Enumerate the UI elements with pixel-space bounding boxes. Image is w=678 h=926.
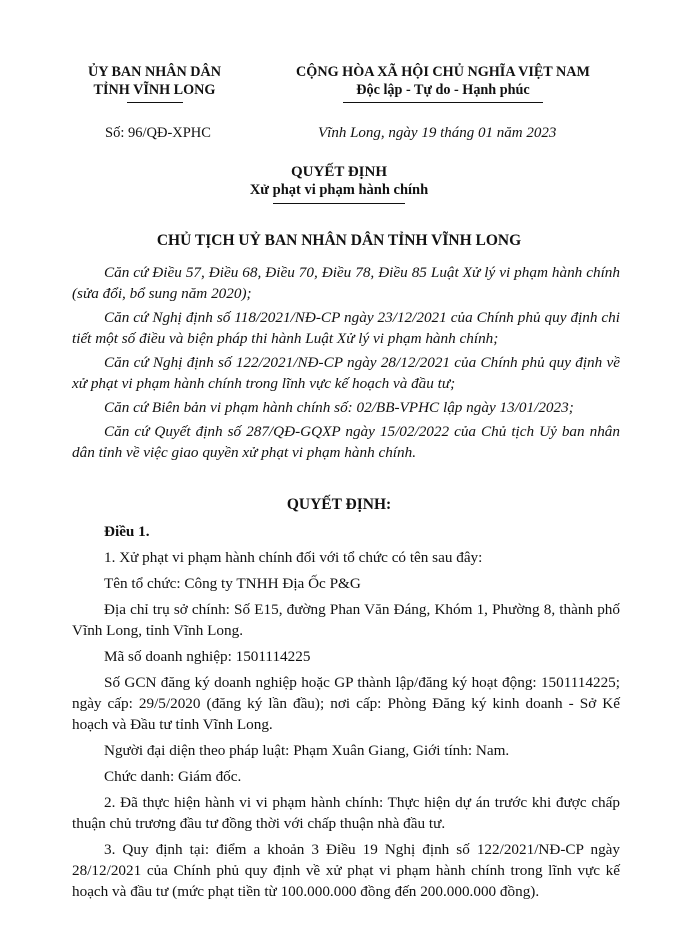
article-1: [72, 521, 620, 907]
decision-heading: QUYẾT ĐỊNH:: [286, 496, 392, 513]
article-paragraph: Người đại diện theo pháp luật: Phạm Xuân Giang, Giới tính: Nam.: [104, 742, 510, 759]
document-subtitle: Xử phạt vi phạm hành chính: [249, 182, 429, 198]
motto: Độc lập - Tự do - Hạnh phúc: [356, 82, 530, 98]
issuer-title: CHỦ TỊCH UỶ BAN NHÂN DÂN TỈNH VĨNH LONG: [156, 232, 522, 249]
subtitle-underline: [273, 203, 405, 204]
document-number: Số: 96/QĐ-XPHC: [105, 125, 211, 141]
article-paragraph: 2. Đã thực hiện hành vi vi phạm hành chính: Thực hiện dự án trước khi được chấp thuận chủ trương đầu tư đồng thời với chấp thuận nhà đầu tư.: [72, 794, 620, 832]
country-name: CỘNG HÒA XÃ HỘI CHỦ NGHĨA VIỆT NAM: [296, 64, 590, 80]
motto-underline: [343, 102, 543, 103]
article-paragraph: Tên tổ chức: Công ty TNHH Địa Ốc P&G: [104, 575, 361, 592]
authority-line-1: ỦY BAN NHÂN DÂN: [87, 64, 222, 80]
legal-basis-item: Căn cứ Nghị định số 122/2021/NĐ-CP ngày 28/12/2021 của Chính phủ quy định về xử phạt vi phạm hành chính trong lĩnh vực kế hoạch và đầu tư;: [72, 354, 620, 392]
article-paragraph: Chức danh: Giám đốc.: [104, 768, 242, 785]
legal-basis-item: Căn cứ Biên bản vi phạm hành chính số: 02/BB-VPHC lập ngày 13/01/2023;: [104, 399, 574, 416]
legal-bases: [72, 262, 620, 466]
legal-basis-item: Căn cứ Điều 57, Điều 68, Điều 70, Điều 78, Điều 85 Luật Xử lý vi phạm hành chính (sửa đổi, bổ sung năm 2020);: [72, 264, 620, 302]
authority-underline: [127, 102, 183, 103]
legal-basis-item: Căn cứ Quyết định số 287/QĐ-GQXP ngày 15/02/2022 của Chủ tịch Uỷ ban nhân dân tỉnh về việc giao quyền xử phạt vi phạm hành chính.: [72, 423, 620, 461]
authority-line-2: TỈNH VĨNH LONG: [93, 82, 216, 98]
document-title: QUYẾT ĐỊNH: [291, 164, 387, 180]
article-paragraph: Địa chỉ trụ sở chính: Số E15, đường Phan Văn Đáng, Khóm 1, Phường 8, thành phố Vĩnh Long, tỉnh Vĩnh Long.: [72, 601, 620, 639]
article-paragraph: 3. Quy định tại: điểm a khoản 3 Điều 19 Nghị định số 122/2021/NĐ-CP ngày 28/12/2021 của Chính phủ quy định về xử phạt vi phạm hành chính trong lĩnh vực kế hoạch và đầu tư (mức phạt tiền từ 100.000.000 đồng đến 200.000.000 đồng).: [72, 841, 620, 900]
issuing-authority: [62, 63, 247, 103]
national-motto: [268, 63, 618, 103]
article-paragraph: 1. Xử phạt vi phạm hành chính đối với tổ chức có tên sau đây:: [104, 549, 483, 566]
legal-basis-item: Căn cứ Nghị định số 118/2021/NĐ-CP ngày 23/12/2021 của Chính phủ quy định chi tiết một số điều và biện pháp thi hành Luật Xử lý vi phạm hành chính;: [72, 309, 620, 347]
article-paragraph: Số GCN đăng ký doanh nghiệp hoặc GP thành lập/đăng ký hoạt động: 1501114225; ngày cấp: 29/5/2020 (đăng ký lần đầu); nơi cấp: Phòng Đăng ký kinh doanh - Sở Kế hoạch và Đầu tư tỉnh Vĩnh Long.: [72, 674, 620, 733]
place-date: Vĩnh Long, ngày 19 tháng 01 năm 2023: [318, 125, 557, 141]
article-heading: Điều 1.: [104, 523, 150, 540]
article-paragraph: Mã số doanh nghiệp: 1501114225: [104, 648, 311, 665]
